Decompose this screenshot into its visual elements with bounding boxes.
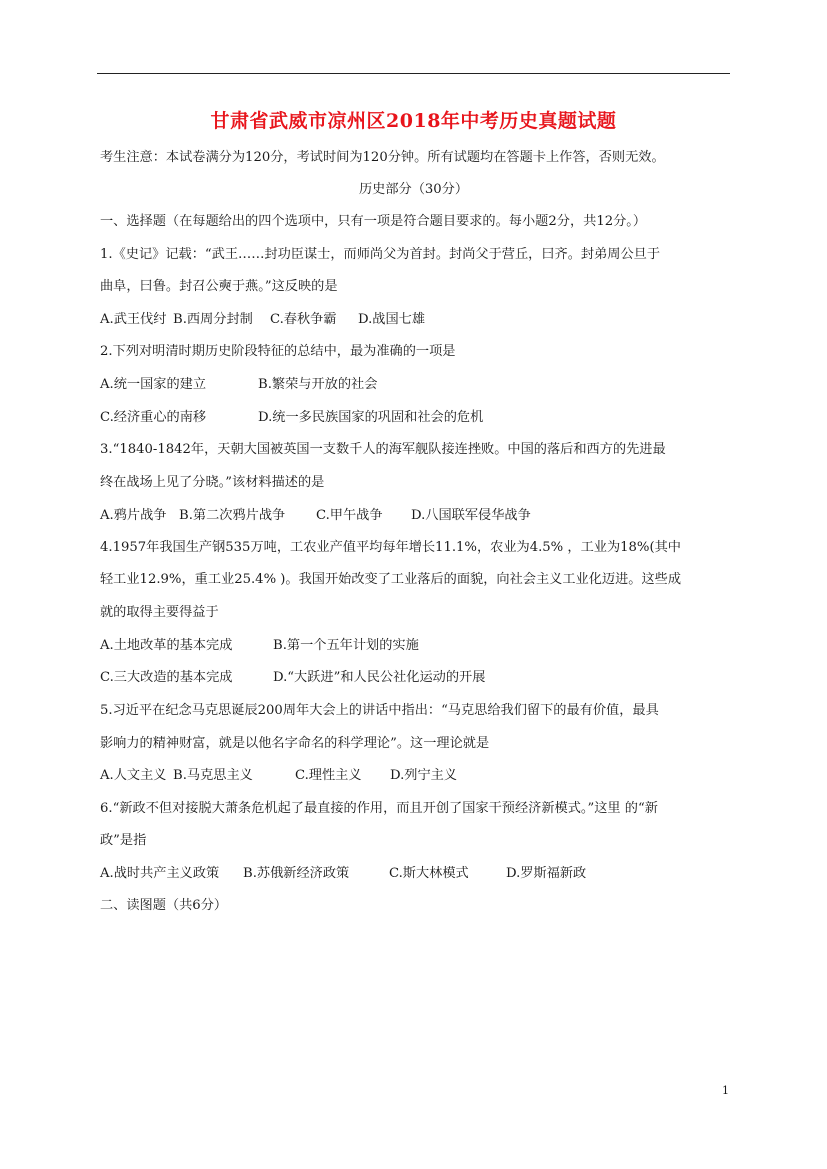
option-c: C.理性主义 [295,768,362,783]
option-b: B.马克思主义 [173,768,253,783]
question-3-text-cont: 终在战场上见了分晓。”该材料描述的是 [100,475,325,490]
question-5-options [100,766,457,786]
option-d: D.罗斯福新政 [506,866,587,881]
question-1-text: 1.《史记》记载：“武王……封功臣谋士，而师尚父为首封。封尚父于营丘，曰齐。封弟周公旦于 [100,247,661,262]
question-3-text: 3.“1840-1842年，天朝大国被英国一支数千人的海军舰队接连挫败。中国的落后和西方的先进最 [100,442,666,457]
question-3-options [100,506,531,526]
option-d: D.统一多民族国家的巩固和社会的危机 [258,410,484,425]
document-title: 甘肃省武威市凉州区2018年中考历史真题试题 [210,110,617,132]
question-1-text-cont: 曲阜，曰鲁。封召公奭于燕。”这反映的是 [100,279,338,294]
question-2-text: 2.下列对明清时期历史阶段特征的总结中，最为准确的一项是 [100,344,456,359]
option-c: C.斯大林模式 [389,866,469,881]
option-a: A.鸦片战争 [100,508,167,523]
option-d: D.八国联军侵华战争 [411,508,531,523]
option-d: D.“大跃进”和人民公社化运动的开展 [273,670,486,685]
question-1-options [100,310,425,330]
option-b: B.西周分封制 [173,312,253,327]
page-number: 1 [722,1084,729,1097]
question-4-text-cont: 轻工业12.9%，重工业25.4% )。我国开始改变了工业落后的面貌，向社会主义工业化迈进。这些成 [100,572,682,587]
option-c: C.春秋争霸 [270,312,337,327]
question-6-text-cont: 政”是指 [100,833,147,848]
question-2-options-row1 [100,375,377,395]
question-4-text-cont2: 就的取得主要得益于 [100,605,219,620]
exam-notice: 考生注意：本试卷满分为120分，考试时间为120分钟。所有试题均在答题卡上作答，否则无效。 [100,150,665,165]
question-6-text: 6.“新政不但对接脱大萧条危机起了最直接的作用，而且开创了国家干预经济新模式。”这里 的“新 [100,801,658,816]
option-a: A.统一国家的建立 [100,377,207,392]
option-c: C.三大改造的基本完成 [100,670,233,685]
part-heading: 历史部分（30分） [358,182,469,197]
question-6-options [100,864,586,884]
option-a: A.人文主义 [100,768,167,783]
section-2-heading: 二、读图题（共6分） [100,898,228,913]
option-b: B.苏俄新经济政策 [243,866,350,881]
question-2-options-row2 [100,408,483,428]
question-5-text: 5.习近平在纪念马克思诞辰200周年大会上的讲话中指出：“马克思给我们留下的最有价值，最具 [100,703,659,718]
question-5-text-cont: 影响力的精神财富，就是以他名字命名的科学理论”。这一理论就是 [100,736,490,751]
question-4-text: 4.1957年我国生产钢535万吨，工农业产值平均每年增长11.1%，农业为4.5% ，工业为18%(其中 [100,540,681,555]
option-a: A.土地改革的基本完成 [100,638,233,653]
option-b: B.繁荣与开放的社会 [258,377,378,392]
option-a: A.战时共产主义政策 [100,866,220,881]
option-b: B.第一个五年计划的实施 [273,638,419,653]
option-d: D.列宁主义 [390,768,458,783]
header-rule [97,73,730,74]
section-1-heading: 一、选择题（在每题给出的四个选项中，只有一项是符合题目要求的。每小题2分，共12分。） [100,214,647,229]
question-4-options-row1 [100,636,419,656]
option-c: C.经济重心的南移 [100,410,207,425]
option-c: C.甲午战争 [316,508,383,523]
option-a: A.武王伐纣 [100,312,167,327]
option-b: B.第二次鸦片战争 [179,508,286,523]
question-4-options-row2 [100,668,485,688]
option-d: D.战国七雄 [358,312,426,327]
